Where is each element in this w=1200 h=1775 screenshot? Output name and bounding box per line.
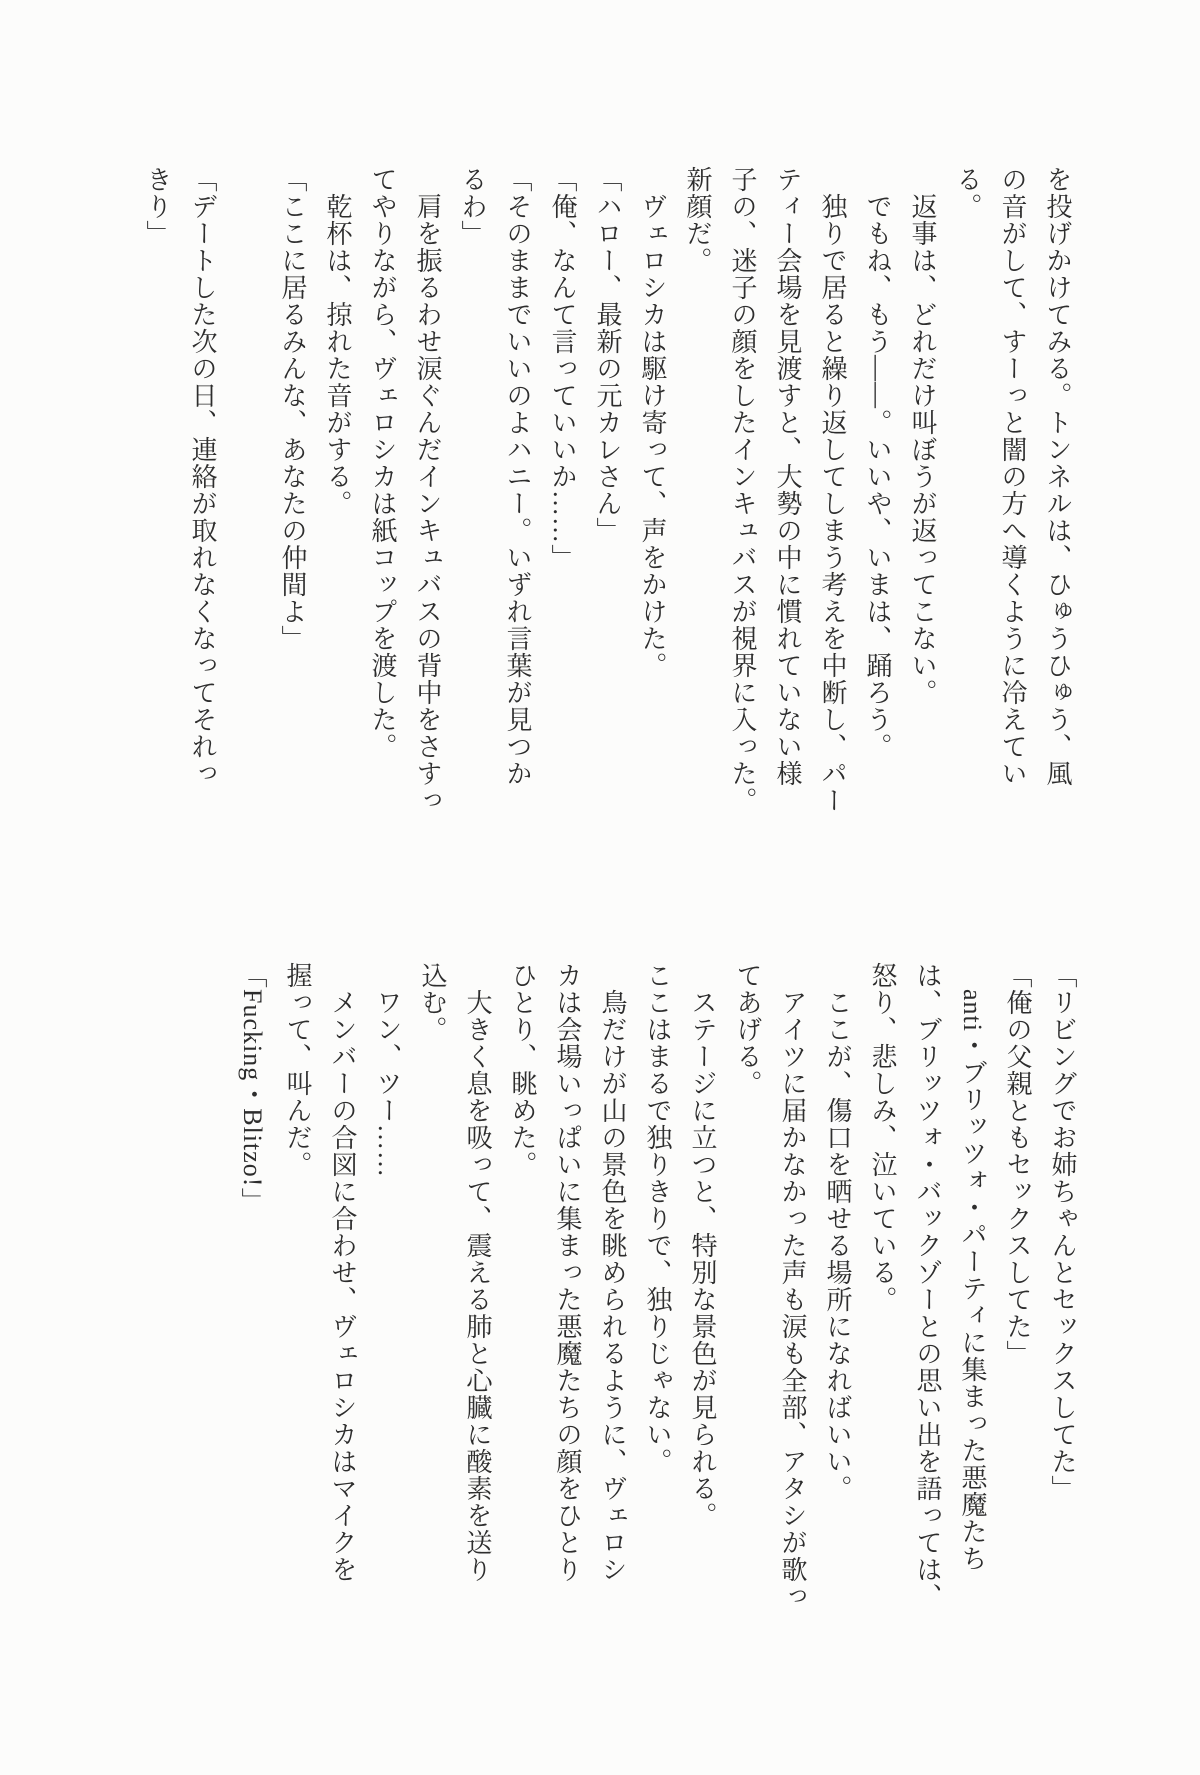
text-line: 込む。 <box>418 962 447 1043</box>
text-line: 独りで居ると繰り返してしまう考えを中断し、パー <box>818 166 847 814</box>
text-line: は、ブリッツォ・バックゾーとの思い出を語っては、 <box>913 962 942 1610</box>
text-line: 鳥だけが山の景色を眺められるように、ヴェロシ <box>598 962 627 1583</box>
text-line: 「ハロー、最新の元カレさん」 <box>593 166 622 544</box>
text-block-bottom <box>230 962 1085 1614</box>
text-line: 「リビングでお姉ちゃんとセックスしてた」 <box>1048 962 1077 1502</box>
text-line: メンバーの合図に合わせ、ヴェロシカはマイクを <box>328 962 357 1583</box>
text-line: てやりながら、ヴェロシカは紙コップを渡した。 <box>368 166 397 760</box>
text-line: ここはまるで独りきりで、独りじゃない。 <box>643 962 672 1475</box>
text-line: 握って、叫んだ。 <box>283 962 312 1178</box>
text-line: る。 <box>953 166 982 220</box>
text-line: 肩を振るわせ涙ぐんだインキュバスの背中をさすっ <box>413 166 442 814</box>
text-line: 「デートした次の日、連絡が取れなくなってそれっ <box>188 166 217 787</box>
text-line: るわ」 <box>458 166 487 247</box>
text-line: 怒り、悲しみ、泣いている。 <box>868 962 897 1313</box>
text-line: ヴェロシカは駆け寄って、声をかけた。 <box>638 166 667 679</box>
text-line: ここが、傷口を晒せる場所になればいい。 <box>823 962 852 1502</box>
text-line: 大きく息を吸って、震える肺と心臓に酸素を送り <box>463 962 492 1583</box>
text-line: 「ここに居るみんな、あなたの仲間よ」 <box>278 166 307 652</box>
text-line: anti・ブリッツォ・パーティに集まった悪魔たち <box>958 962 987 1572</box>
text-line: 「俺、なんて言っていいか……」 <box>548 166 577 571</box>
text-line <box>225 166 270 818</box>
text-line: 「そのままでいいのよハニー。いずれ言葉が見つか <box>503 166 532 787</box>
text-line: 返事は、どれだけ叫ぼうが返ってこない。 <box>908 166 937 706</box>
text-line: ひとり、眺めた。 <box>508 962 537 1178</box>
text-line: カは会場いっぱいに集まった悪魔たちの顔をひとり <box>553 962 582 1583</box>
text-line: 新顔だ。 <box>683 166 712 274</box>
text-line: ワン、ツー…… <box>373 962 402 1178</box>
text-block-top <box>135 166 1080 818</box>
text-line: ステージに立つと、特別な景色が見られる。 <box>688 962 717 1529</box>
text-line: 子の、迷子の顔をしたインキュバスが視界に入った。 <box>728 166 757 814</box>
text-line: ティー会場を見渡すと、大勢の中に慣れていない様 <box>773 166 802 787</box>
text-line: 「Fucking・Blitzo!」 <box>238 962 267 1215</box>
text-line: の音がして、すーっと闇の方へ導くように冷えてい <box>998 166 1027 787</box>
text-line: きり」 <box>143 166 172 247</box>
text-line: 「俺の父親ともセックスしてた」 <box>1003 962 1032 1367</box>
text-line: でもね、もう――。いいや、いまは、踊ろう。 <box>863 166 892 760</box>
text-line: 乾杯は、掠れた音がする。 <box>323 166 352 517</box>
text-line: を投げかけてみる。トンネルは、ひゅうひゅう、風 <box>1043 166 1072 787</box>
text-line: アイツに届かなかった声も涙も全部、アタシが歌っ <box>778 962 807 1610</box>
text-line: てあげる。 <box>733 962 762 1097</box>
